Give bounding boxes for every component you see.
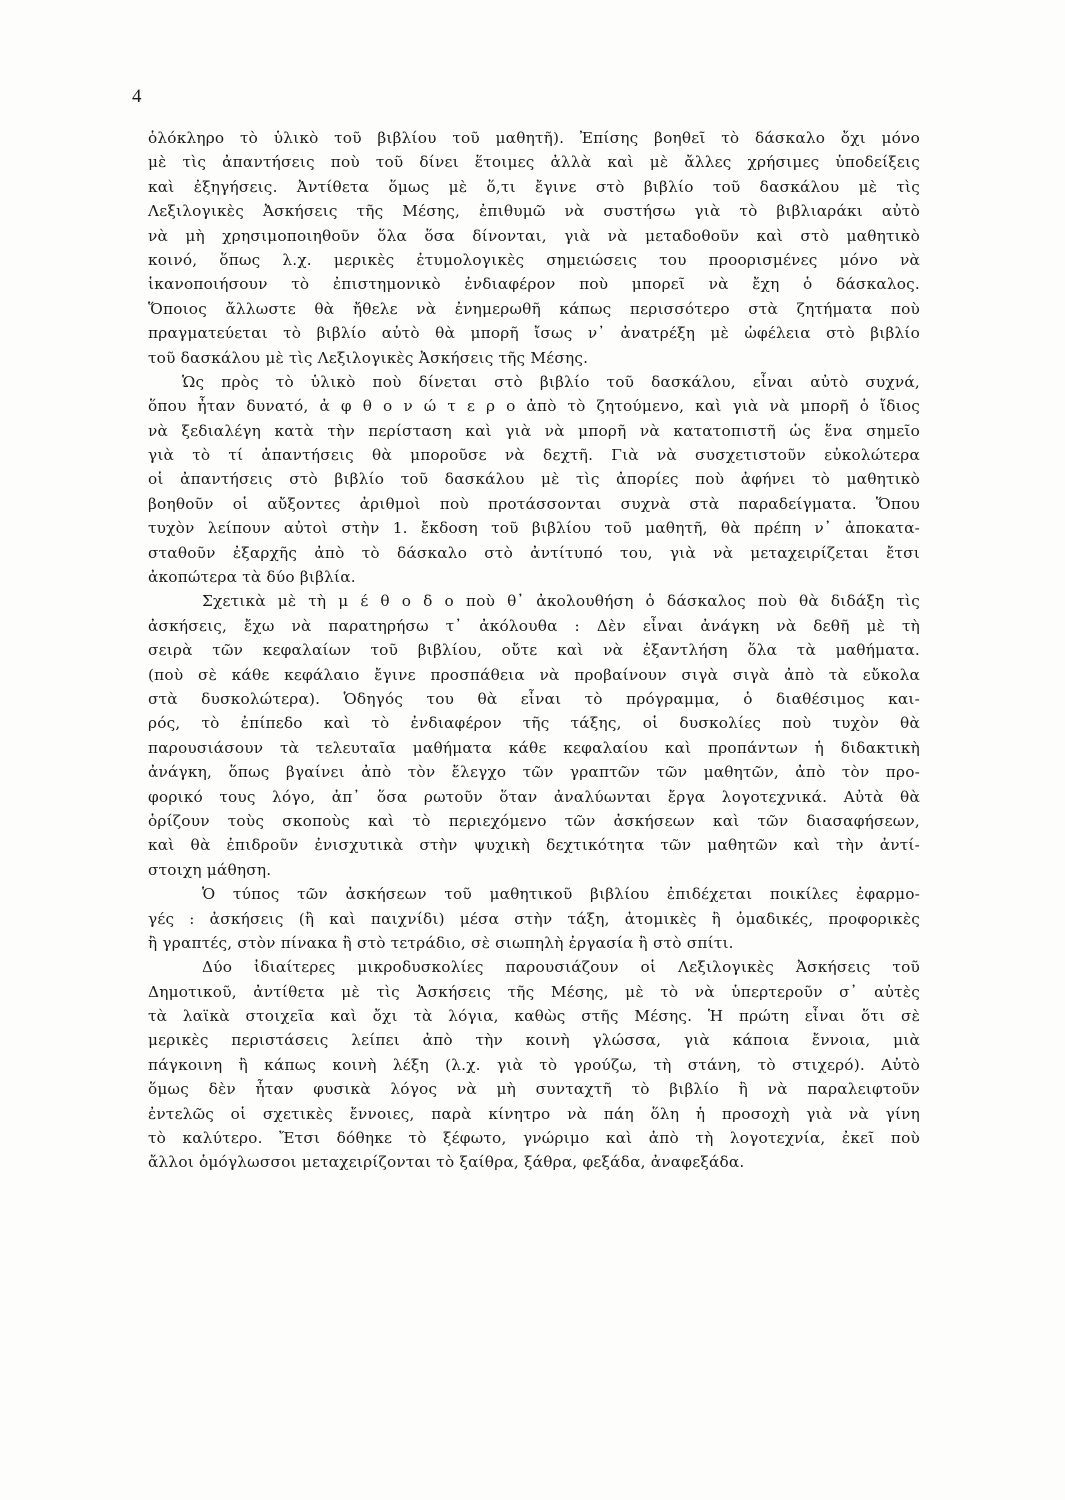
text-line: πάγκοινη ἢ κάπως κοινὴ λέξη (λ.χ. γιὰ τὸ γρούζω, τὴ στάνη, τὸ στιχερό). Αὐτὸ <box>148 1055 920 1074</box>
text-line: καὶ θὰ ἐπιδροῦν ἐνισχυτικὰ στὴν ψυχικὴ δεχτικότητα τῶν μαθητῶν καὶ τὴν ἀντί- <box>148 836 920 855</box>
text-line: νὰ μὴ χρησιμοποιηθοῦν ὅλα ὅσα δίνονται, γιὰ νὰ μεταδοθοῦν καὶ στὸ μαθητικὸ <box>148 226 920 245</box>
text-line: κοινό, ὅπως λ.χ. μερικὲς ἐτυμολογικὲς σημειώσεις του προορισμένες μόνο νὰ <box>148 250 920 269</box>
text-line: οἱ ἀπαντήσεις στὸ βιβλίο τοῦ δασκάλου μὲ τὶς ἀπορίες ποὺ ἀφήνει τὸ μαθητικὸ <box>148 470 920 489</box>
text-line: ὁλόκληρο τὸ ὑλικὸ τοῦ βιβλίου τοῦ μαθητῆ). Ἐπίσης βοηθεῖ τὸ δάσκαλο ὄχι μόνο <box>148 129 920 147</box>
text-line: Σχετικὰ μὲ τὴ μ έ θ ο δ ο ποὺ θ᾽ ἀκολουθήση ὁ δάσκαλος ποὺ θὰ διδάξη τὶς <box>202 592 920 611</box>
text-line: Δημοτικοῦ, ἀντίθετα μὲ τὶς Ἀσκήσεις τῆς Μέσης, μὲ τὸ νὰ ὑπερτεροῦν σ᾽ αὐτὲς <box>148 982 920 1001</box>
text-line: ὅμως δὲν ἦταν φυσικὰ λόγος νὰ μὴ συνταχτῆ τὸ βιβλίο ἢ νὰ παραλειφτοῦν <box>148 1080 920 1099</box>
text-line: ρός, τὸ ἐπίπεδο καὶ τὸ ἐνδιαφέρον τῆς τάξης, οἱ δυσκολίες ποὺ τυχὸν θὰ <box>148 714 920 733</box>
body-text <box>148 126 920 1175</box>
text-line: Δύο ἰδιαίτερες μικροδυσκολίες παρουσιάζουν οἱ Λεξιλογικὲς Ἀσκήσεις τοῦ <box>202 958 920 977</box>
text-line: μὲ τὶς ἀπαντήσεις ποὺ τοῦ δίνει ἕτοιμες ἀλλὰ καὶ μὲ ἄλλες χρήσιμες ὑποδείξεις <box>148 153 920 172</box>
text-line: σταθοῦν ἐξαρχῆς ἀπὸ τὸ δάσκαλο στὸ ἀντίτυπό του, γιὰ νὰ μεταχειρίζεται ἔτσι <box>148 543 920 562</box>
text-line: ἐντελῶς οἱ σχετικὲς ἔννοιες, παρὰ κίνητρο νὰ πάη ὅλη ἡ προσοχὴ γιὰ νὰ γίνη <box>148 1104 920 1123</box>
text-line: Ὡς πρὸς τὸ ὑλικὸ ποὺ δίνεται στὸ βιβλίο τοῦ δασκάλου, εἶναι αὐτὸ συχνά, <box>182 372 920 391</box>
text-line: γές : ἀσκήσεις (ἢ καὶ παιχνίδι) μέσα στὴν τάξη, ἀτομικὲς ἢ ὁμαδικές, προφορικὲς <box>148 909 920 928</box>
text-line: στὰ δυσκολώτερα). Ὁδηγός του θὰ εἶναι τὸ πρόγραμμα, ὁ διαθέσιμος και- <box>148 689 920 708</box>
text-line: σειρὰ τῶν κεφαλαίων τοῦ βιβλίου, οὔτε καὶ νὰ ἐξαντλήση ὅλα τὰ μαθήματα. <box>148 641 920 660</box>
text-line: (ποὺ σὲ κάθε κεφάλαιο ἔγινε προσπάθεια νὰ προβαίνουν σιγὰ σιγὰ ἀπὸ τὰ εὔκολα <box>148 665 920 684</box>
text-line: τυχὸν λείπουν αὐτοὶ στὴν 1. ἔκδοση τοῦ βιβλίου τοῦ μαθητῆ, θὰ πρέπη ν᾽ ἀποκατα- <box>148 519 920 538</box>
page-number: 4 <box>132 86 142 107</box>
text-line: στοιχη μάθηση. <box>148 860 272 879</box>
text-line: γιὰ τὸ τί ἀπαντήσεις θὰ μποροῦσε νὰ δεχτῆ. Γιὰ νὰ συσχετιστοῦν εὐκολώτερα <box>148 446 920 465</box>
text-line: τὸ καλύτερο. Ἔτσι δόθηκε τὸ ξέφωτο, γνώριμο καὶ ἀπὸ τὴ λογοτεχνία, ἐκεῖ ποὺ <box>148 1129 920 1148</box>
text-line: ὅπου ἦταν δυνατό, ἀ φ θ ο ν ώ τ ε ρ ο ἀπὸ τὸ ζητούμενο, καὶ γιὰ νὰ μπορῆ ὁ ἴδιος <box>148 397 920 416</box>
text-line: τὰ λαϊκὰ στοιχεῖα καὶ ὄχι τὰ λόγια, καθὼς στῆς Μέσης. Ἡ πρώτη εἶναι ὅτι σὲ <box>148 1007 920 1026</box>
text-line: ἀκοπώτερα τὰ δύο βιβλία. <box>148 568 356 587</box>
text-line: ὁρίζουν τοὺς σκοποὺς καὶ τὸ περιεχόμενο τῶν ἀσκήσεων καὶ τῶν διασαφήσεων, <box>148 811 920 830</box>
text-line: Ὅποιος ἄλλωστε θὰ ἤθελε νὰ ἐνημερωθῆ κάπως περισσότερο στὰ ζητήματα ποὺ <box>148 299 920 318</box>
text-line: πραγματεύεται τὸ βιβλίο αὐτὸ θὰ μπορῆ ἴσως ν᾽ ἀνατρέξη μὲ ὠφέλεια στὸ βιβλίο <box>148 324 920 343</box>
text-line: φορικό τους λόγο, ἀπ᾽ ὅσα ρωτοῦν ὅταν ἀναλύωνται ἔργα λογοτεχνικά. Αὐτὰ θὰ <box>148 787 920 806</box>
text-line: μερικὲς περιστάσεις λείπει ἀπὸ τὴν κοινὴ γλώσσα, γιὰ κάποια ἔννοια, μιὰ <box>148 1031 920 1050</box>
text-line: βοηθοῦν οἱ αὔξοντες ἀριθμοὶ ποὺ προτάσσονται συχνὰ στὰ παραδείγματα. Ὅπου <box>148 494 920 513</box>
text-line: ἱκανοποιήσουν τὸ ἐπιστημονικὸ ἐνδιαφέρον ποὺ μπορεῖ νὰ ἔχη ὁ δάσκαλος. <box>148 275 920 294</box>
text-line: Ὁ τύπος τῶν ἀσκήσεων τοῦ μαθητικοῦ βιβλίου ἐπιδέχεται ποικίλες ἐφαρμο- <box>202 885 920 904</box>
text-line: ἀσκήσεις, ἔχω νὰ παρατηρήσω τ᾽ ἀκόλουθα : Δὲν εἶναι ἀνάγκη νὰ δεθῆ μὲ τὴ <box>148 616 920 635</box>
text-line: καὶ ἐξηγήσεις. Ἀντίθετα ὅμως μὲ ὅ,τι ἔγινε στὸ βιβλίο τοῦ δασκάλου μὲ τὶς <box>148 177 920 196</box>
text-line: ἢ γραπτές, στὸν πίνακα ἢ στὸ τετράδιο, σὲ σιωπηλὴ ἐργασία ἢ στὸ σπίτι. <box>148 933 734 952</box>
text-line: νὰ ξεδιαλέγη κατὰ τὴν περίσταση καὶ γιὰ νὰ μπορῆ νὰ κατατοπιστῆ ὡς ἕνα σημεῖο <box>148 421 920 440</box>
text-line: παρουσιάσουν τὰ τελευταῖα μαθήματα κάθε κεφαλαίου καὶ προπάντων ἡ διδακτικὴ <box>148 738 920 757</box>
text-line: Λεξιλογικὲς Ἀσκήσεις τῆς Μέσης, ἐπιθυμῶ νὰ συστήσω γιὰ τὸ βιβλιαράκι αὐτὸ <box>148 202 920 221</box>
text-line: ἀνάγκη, ὅπως βγαίνει ἀπὸ τὸν ἔλεγχο τῶν γραπτῶν τῶν μαθητῶν, ἀπὸ τὸν προ- <box>148 763 920 782</box>
text-line: ἄλλοι ὁμόγλωσσοι μεταχειρίζονται τὸ ξαίθρα, ξάθρα, φεξάδα, ἀναφεξάδα. <box>148 1153 745 1172</box>
text-line: τοῦ δασκάλου μὲ τὶς Λεξιλογικὲς Ἀσκήσεις τῆς Μέσης. <box>148 348 589 367</box>
